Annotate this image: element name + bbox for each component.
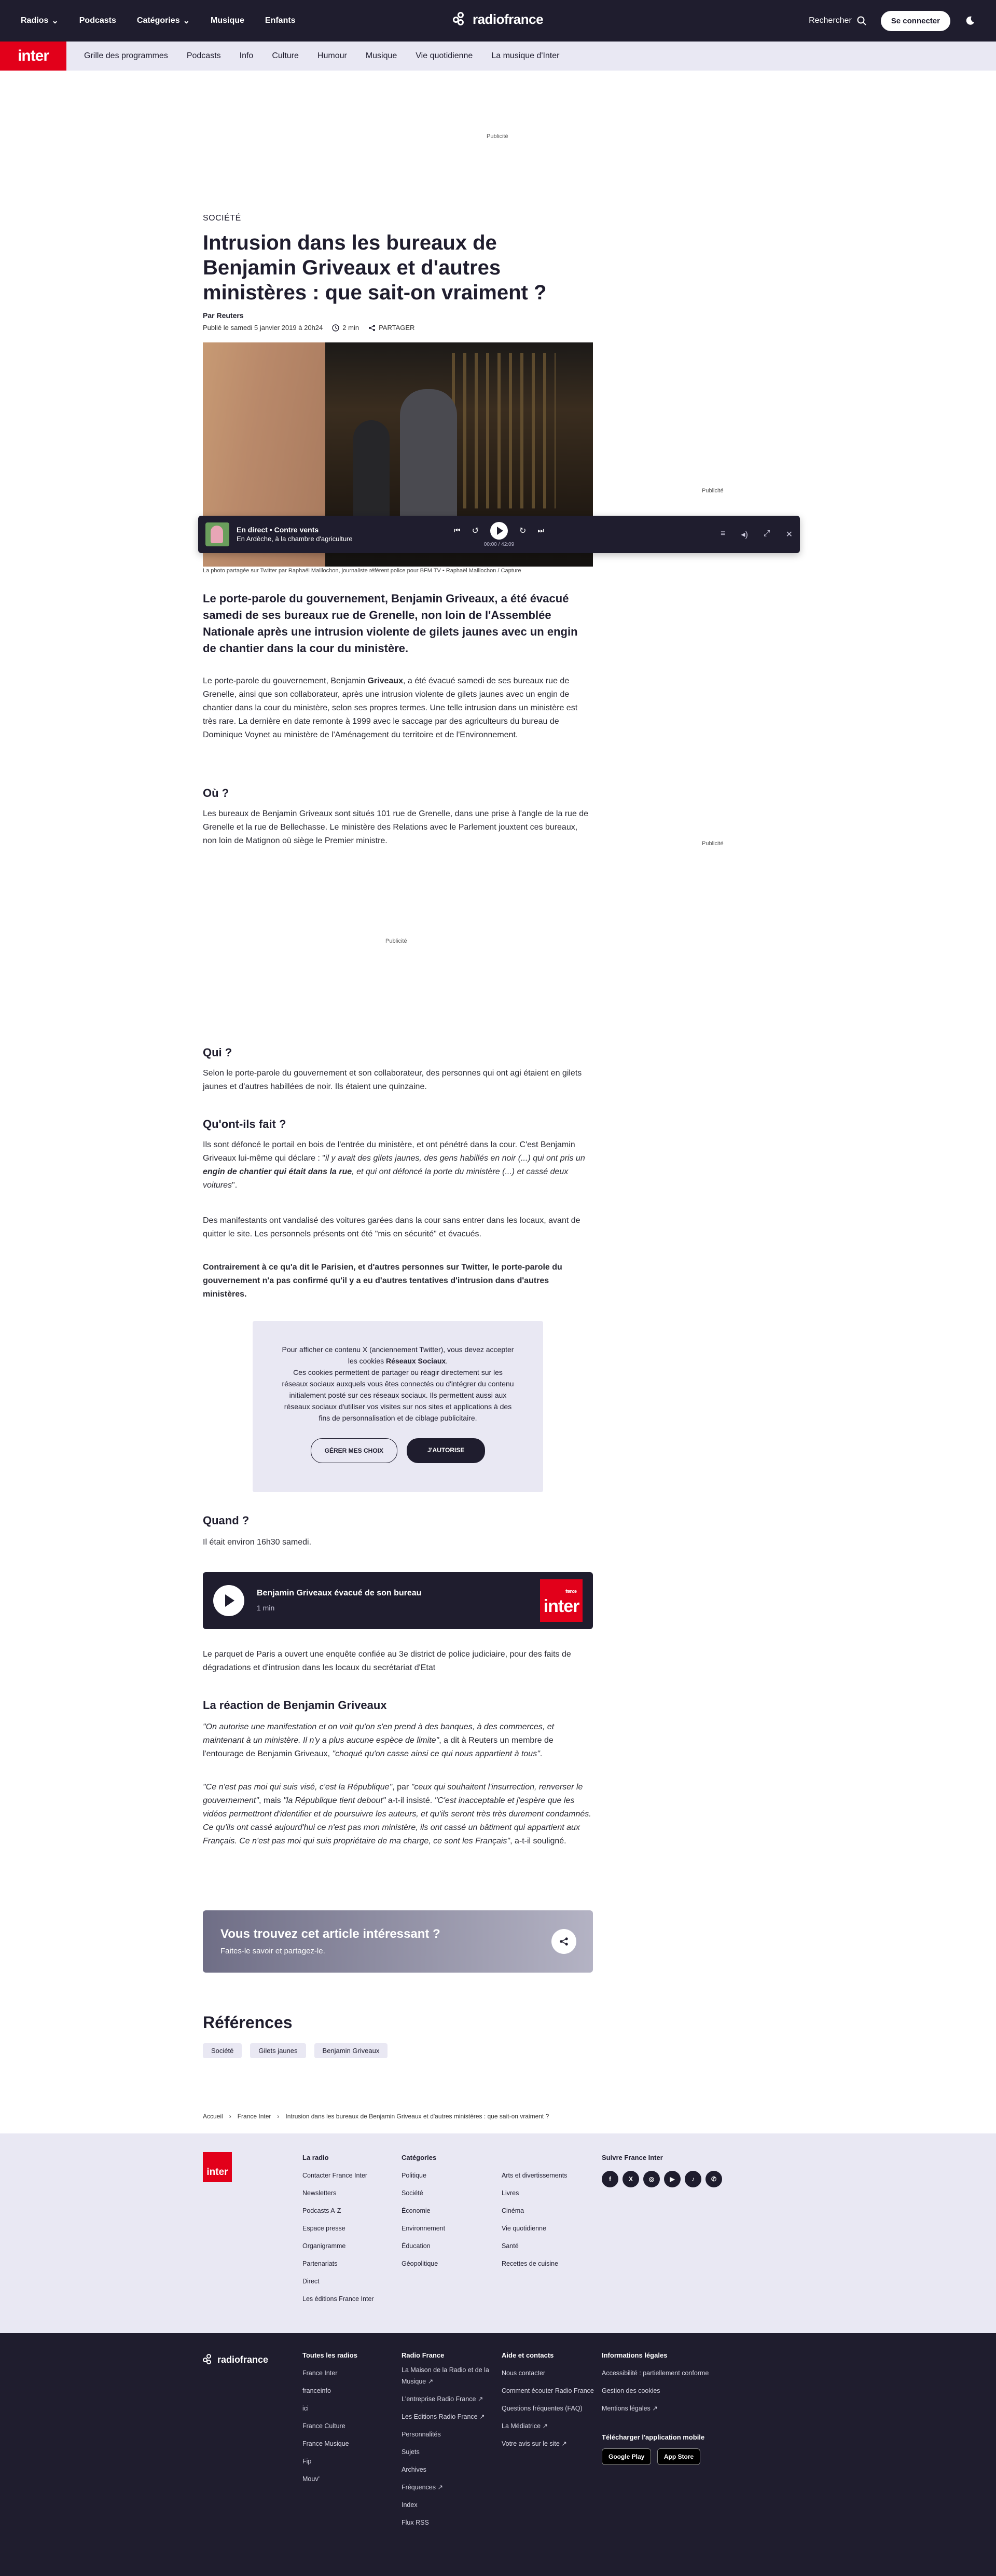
footer-link[interactable]: Société: [402, 2189, 423, 2197]
header-actions: [809, 11, 975, 31]
breadcrumb: [203, 2113, 549, 2120]
footer-link[interactable]: Index: [402, 2501, 418, 2509]
footer-link[interactable]: L'entreprise Radio France ↗: [402, 2395, 483, 2403]
footer-link[interactable]: Fréquences ↗: [402, 2484, 443, 2491]
nav-musique[interactable]: Musique: [211, 16, 244, 25]
france-inter-logo: france inter: [540, 1579, 583, 1622]
audio-card[interactable]: [203, 1572, 593, 1629]
reading-time: 2 min: [332, 324, 359, 332]
search-button[interactable]: Rechercher: [809, 16, 866, 25]
footer-link[interactable]: Mentions légales ↗: [602, 2405, 658, 2412]
ad-label: Publicité: [385, 938, 407, 944]
nav-podcasts[interactable]: Podcasts: [79, 16, 116, 25]
subnav-vie-quotidienne[interactable]: Vie quotidienne: [416, 51, 473, 60]
play-icon: [225, 1594, 234, 1607]
france-inter-logo[interactable]: inter: [203, 2152, 232, 2182]
subnav-musique-inter[interactable]: La musique d'Inter: [491, 51, 560, 60]
nav-enfants[interactable]: Enfants: [265, 16, 296, 25]
radiofrance-mark-icon: [203, 2354, 214, 2365]
footer-col-radio: La radio Contacter France Inter Newsletters Podcasts A-Z Espace presse Organigramme Partenariats Direct Les éditions France Inter: [302, 2149, 374, 2308]
audio-duration: 1 min: [257, 1603, 275, 1612]
article-title: Intrusion dans les bureaux de Benjamin Griveaux et d'autres ministères : que sait-on vraiment ?: [203, 231, 547, 304]
footer-link[interactable]: Politique: [402, 2172, 426, 2179]
breadcrumb-station[interactable]: France Inter: [237, 2113, 271, 2120]
player-subtitle: En Ardèche, à la chambre d'agriculture: [237, 535, 353, 543]
facebook-icon[interactable]: f: [602, 2171, 618, 2187]
radiofrance-logo[interactable]: radiofrance: [453, 11, 543, 27]
whatsapp-icon[interactable]: ✆: [706, 2171, 722, 2187]
footer-link[interactable]: Santé: [502, 2242, 519, 2250]
subnav-info[interactable]: Info: [239, 51, 254, 60]
footer-col-help: Aide et contacts Nous contacter Comment écouter Radio France Questions fréquentes (FAQ) La Médiatrice ↗ Votre avis sur le site ↗: [502, 2347, 594, 2453]
photo-person: [353, 420, 390, 524]
forward-icon[interactable]: ↻: [519, 526, 527, 535]
article-paragraph: Le porte-parole du gouvernement, Benjamin Griveaux, a été évacué samedi de ses bureaux rue de Grenelle, ainsi que son collaborateur, après une intrusion violente de gilets jaunes avec un engin de chantier dans la cour du ministère, selon ses propres termes. Une telle intrusion dans un ministère est très rare. La dernière en date remonte à 1999 avec le saccage par des agriculteurs du bureau de Dominique Voynet au ministère de l'Aménagement du territoire et de l'Environnement.: [203, 677, 578, 739]
player-info: [237, 526, 353, 543]
footer-link[interactable]: Nous contacter: [502, 2370, 546, 2377]
footer-link[interactable]: Géopolitique: [402, 2260, 438, 2267]
footer-link[interactable]: France Inter: [302, 2370, 338, 2377]
google-play-button[interactable]: Google Play: [602, 2448, 651, 2465]
article-quote: "Ce n'est pas moi qui suis visé, c'est la République", par "ceux qui souhaitent l'insurrection, renverser le gouvernement", mais "la République tient debout" a-t-il insisté. "C'est inacceptable et j'espère que les vidéos permettront d'identifier et de poursuivre les auteurs, et qu'ils seront très très durement condamnés. Ce qu'ils ont cassé aujourd'hui ce n'est pas mon ministère, ils ont cassé un bâtiment qui appartient aux Français. Ce n'est pas moi qui suis propriétaire de ma charge, ce sont les Français", a-t-il souligné.: [203, 1783, 591, 1845]
app-store-button[interactable]: App Store: [657, 2448, 700, 2465]
player-controls: [454, 522, 544, 547]
login-button[interactable]: Se connecter: [881, 11, 950, 31]
article-paragraph: Contrairement à ce qu'a dit le Parisien, et d'autres personnes sur Twitter, le porte-parole du gouvernement n'a pas confirmé qu'il y a eu d'autres tentatives d'intrusion dans d'autres ministères.: [203, 1263, 562, 1299]
nav-categories[interactable]: Catégories ⌄: [136, 16, 190, 25]
breadcrumb-home[interactable]: Accueil: [203, 2113, 223, 2120]
article-lede: Le porte-parole du gouvernement, Benjamin Griveaux, a été évacué samedi de ses bureaux rue de Grenelle, non loin de l'Assemblée Nationale après une intrusion violente de gilets jaunes avec un engin de chantier dans la cour du ministère.: [203, 592, 578, 655]
chevron-down-icon: ⌄: [183, 17, 190, 25]
footer-col-legal: Informations légales Accessibilité : partiellement conforme Gestion des cookies Mentions légales ↗ Télécharger l'application mobile Google Play App Store: [602, 2347, 709, 2465]
close-icon[interactable]: ✕: [785, 530, 793, 539]
player-status: En direct • Contre vents: [237, 526, 319, 534]
footer-link[interactable]: La Médiatrice ↗: [502, 2422, 548, 2430]
footer-col-radiofrance: Radio France La Maison de la Radio et de la Musique ↗ L'entreprise Radio France ↗ Les Editions Radio France ↗ Personnalités Sujets Archives Fréquences ↗ Index Flux RSS: [402, 2347, 490, 2534]
footer-link[interactable]: franceinfo: [302, 2387, 331, 2394]
section-heading-reaction: La réaction de Benjamin Griveaux: [203, 1699, 387, 1712]
footer-link[interactable]: Éducation: [402, 2242, 431, 2250]
station-nav: [0, 42, 996, 71]
share-icon: [559, 1937, 569, 1946]
references-tags: [203, 2043, 388, 2058]
footer-link[interactable]: France Culture: [302, 2422, 345, 2430]
footer-link[interactable]: Cinéma: [502, 2207, 524, 2214]
radiofrance-logo[interactable]: radiofrance: [203, 2354, 268, 2365]
footer-link[interactable]: Sujets: [402, 2448, 420, 2456]
dark-mode-icon[interactable]: [965, 16, 975, 26]
breadcrumb-current: Intrusion dans les bureaux de Benjamin Griveaux et d'autres ministères : que sait-on vraiment ?: [285, 2113, 549, 2120]
footer-link[interactable]: La Maison de la Radio et de la Musique ↗: [402, 2366, 489, 2385]
article-author[interactable]: Par Reuters: [203, 311, 244, 320]
references-title: Références: [203, 2013, 293, 2032]
footer-link[interactable]: Votre avis sur le site ↗: [502, 2440, 567, 2447]
section-heading-quoi: Qu'ont-ils fait ?: [203, 1118, 286, 1131]
footer-link[interactable]: Partenariats: [302, 2260, 338, 2267]
footer-link[interactable]: Espace presse: [302, 2225, 345, 2232]
station-nav-items: [84, 51, 559, 61]
footer-link[interactable]: ici: [302, 2405, 309, 2412]
player-time: 00:00 / 42:09: [483, 541, 515, 547]
footer-link[interactable]: Économie: [402, 2207, 431, 2214]
article-meta: [203, 324, 593, 332]
footer-link[interactable]: Contacter France Inter: [302, 2172, 368, 2179]
tag-societe[interactable]: Société: [203, 2043, 242, 2058]
section-heading-quand: Quand ?: [203, 1514, 250, 1527]
audio-info: [257, 1586, 421, 1616]
footer-link[interactable]: Vie quotidienne: [502, 2225, 546, 2232]
share-card-subtitle: Faites-le savoir et partagez-le.: [220, 1947, 325, 1955]
player-extra-controls: [721, 529, 793, 540]
footer-link[interactable]: Organigramme: [302, 2242, 346, 2250]
article-paragraph: Le parquet de Paris a ouvert une enquête confiée au 3e district de police judiciaire, pour des faits de dégradations et d'intrusion dans les locaux du secrétariat d'Etat: [203, 1650, 571, 1672]
footer-link[interactable]: Fip: [302, 2458, 312, 2465]
published-date: Publié le samedi 5 janvier 2019 à 20h24: [203, 324, 323, 332]
article-paragraph: Ils sont défoncé le portail en bois de l'entrée du ministère, et ont pénétré dans la cour. C'est Benjamin Griveaux lui-même qui déclare : "il y avait des gilets jaunes, des gens habillés en noir (...) qui ont pris un engin de chantier qui était dans la rue, et qui ont défoncé la porte du ministère (...) et cassé deux voitures".: [203, 1140, 585, 1190]
main-nav: [21, 16, 296, 26]
playlist-icon[interactable]: ≡: [721, 529, 726, 538]
section-heading-qui: Qui ?: [203, 1046, 232, 1059]
audio-title: Benjamin Griveaux évacué de son bureau: [257, 1588, 422, 1597]
footer-link[interactable]: Les Editions Radio France ↗: [402, 2413, 485, 2420]
chevron-down-icon: ⌄: [51, 17, 59, 25]
article-category[interactable]: SOCIÉTÉ: [203, 214, 241, 223]
consent-text: Pour afficher ce contenu X (anciennement Twitter), vous devez accepter les cookies Réseaux Sociaux. Ces cookies permettent de partager ou réagir directement sur les réseaux sociaux auxquels vous êtes connectés ou d'intégrer du contenu initialement posté sur ces réseaux sociaux. Ils permettent aussi aux réseaux sociaux d'utiliser vos visites sur nos sites et applications à des fins de personnalisation et de ciblage publicitaire.: [282, 1345, 514, 1422]
social-links: [602, 2171, 722, 2187]
clock-icon: [332, 324, 339, 332]
skip-next-icon[interactable]: ⏭: [537, 526, 545, 534]
tag-gilets-jaunes[interactable]: Gilets jaunes: [250, 2043, 306, 2058]
skip-previous-icon[interactable]: ⏮: [453, 526, 461, 534]
subnav-culture[interactable]: Culture: [272, 51, 299, 60]
footer-link[interactable]: Mouv': [302, 2475, 320, 2483]
footer-link[interactable]: France Musique: [302, 2440, 349, 2447]
social-consent-box: [253, 1321, 543, 1492]
play-icon: [497, 527, 503, 535]
footer-link[interactable]: Gestion des cookies: [602, 2387, 660, 2394]
share-card-title: Vous trouvez cet article intéressant ?: [220, 1927, 440, 1941]
article-quote: "On autorise une manifestation et on voit qu'on s'en prend à des banques, à des commerces, et maintenant à un ministère. Il n'y a plus aucune espèce de limite", a dit à Reuters un membre de l'entourage de Benjamin Griveaux, "choqué qu'on casse ainsi ce qui nous appartient à tous".: [203, 1723, 555, 1758]
footer-link[interactable]: Livres: [502, 2189, 519, 2197]
footer-link[interactable]: Les éditions France Inter: [302, 2295, 374, 2303]
photo-gate-bars: [452, 353, 556, 508]
article-paragraph: Il était environ 16h30 samedi.: [203, 1538, 312, 1547]
x-icon[interactable]: X: [622, 2171, 639, 2187]
share-card: [203, 1910, 593, 1973]
share-icon: [368, 324, 376, 332]
share-button[interactable]: [551, 1929, 576, 1954]
footer-col-radios: Toutes les radios France Inter franceinfo ici France Culture France Musique Fip Mouv': [302, 2347, 357, 2488]
accept-cookies-button[interactable]: J'AUTORISE: [407, 1438, 485, 1463]
section-heading-ou: Où ?: [203, 787, 229, 800]
manage-choices-button[interactable]: GÉRER MES CHOIX: [311, 1438, 397, 1463]
ad-label: Publicité: [487, 133, 508, 140]
article-paragraph: Selon le porte-parole du gouvernement et son collaborateur, des personnes qui ont agi étaient en gilets jaunes et d'autres habillées de noir. Ils étaient une quinzaine.: [203, 1069, 582, 1091]
youtube-icon[interactable]: ▶: [664, 2171, 681, 2187]
footer-link[interactable]: Recettes de cuisine: [502, 2260, 559, 2267]
france-inter-logo[interactable]: inter: [0, 42, 66, 71]
footer-link[interactable]: Podcasts A-Z: [302, 2207, 341, 2214]
footer-col-categories: Catégories Politique Société Économie Environnement Éducation Géopolitique: [402, 2149, 445, 2272]
chevron-right-icon: ›: [229, 2113, 231, 2120]
tiktok-icon[interactable]: ♪: [685, 2171, 701, 2187]
app-download-title: Télécharger l'application mobile: [602, 2433, 705, 2441]
top-bar: [0, 0, 996, 42]
subnav-musique[interactable]: Musique: [365, 51, 397, 60]
chevron-right-icon: ›: [277, 2113, 280, 2120]
radiofrance-mark-icon: [453, 12, 468, 27]
search-icon: [857, 16, 866, 25]
footer-col-follow: Suivre France Inter f X ◎ ▶ ♪ ✆: [602, 2149, 722, 2187]
expand-icon[interactable]: ⤢: [763, 529, 770, 538]
footer-link[interactable]: Accessibilité : partiellement conforme: [602, 2370, 709, 2377]
footer-link[interactable]: Direct: [302, 2278, 320, 2285]
footer-link[interactable]: Personnalités: [402, 2431, 441, 2438]
footer-link[interactable]: Comment écouter Radio France: [502, 2387, 594, 2394]
play-button[interactable]: [490, 522, 508, 540]
footer-link[interactable]: Newsletters: [302, 2189, 337, 2197]
ad-label: Publicité: [702, 488, 724, 494]
subnav-podcasts[interactable]: Podcasts: [186, 51, 221, 60]
footer-link[interactable]: Archives: [402, 2466, 426, 2473]
footer-link[interactable]: Arts et divertissements: [502, 2172, 568, 2179]
instagram-icon[interactable]: ◎: [643, 2171, 660, 2187]
footer-col-categories-more: [502, 2167, 567, 2272]
subnav-humour[interactable]: Humour: [317, 51, 347, 60]
photo-caption: La photo partagée sur Twitter par Raphaël Maillochon, journaliste référent police pour BFM TV • Raphaël Maillochon / Capture: [203, 568, 521, 574]
article-paragraph: Les bureaux de Benjamin Griveaux sont situés 101 rue de Grenelle, dans une prise à l'angle de la rue de Grenelle et la rue de Bellechasse. Le ministère des Relations avec le Parlement jouxtent ces bureaux, non loin de Matignon où siège le Premier ministre.: [203, 809, 589, 845]
audio-play-button[interactable]: [213, 1585, 244, 1616]
rewind-icon[interactable]: ↺: [472, 526, 479, 535]
ad-label: Publicité: [702, 841, 724, 847]
group-footer: [0, 2333, 996, 2576]
footer-link[interactable]: Environnement: [402, 2225, 446, 2232]
tag-benjamin-griveaux[interactable]: Benjamin Griveaux: [314, 2043, 388, 2058]
article-paragraph: Des manifestants ont vandalisé des voitures garées dans la cour sans entrer dans les locaux, avant de quitter le site. Les personnels présents ont été "mis en sécurité" et évacués.: [203, 1216, 580, 1238]
share-link[interactable]: PARTAGER: [368, 324, 414, 332]
station-footer: [0, 2133, 996, 2333]
live-player: [198, 516, 800, 553]
subnav-grille[interactable]: Grille des programmes: [84, 51, 168, 60]
volume-icon[interactable]: ◂): [741, 530, 748, 539]
nav-radios[interactable]: Radios ⌄: [21, 16, 59, 25]
footer-link[interactable]: Questions fréquentes (FAQ): [502, 2405, 583, 2412]
player-thumbnail[interactable]: [205, 522, 229, 546]
article-header: [203, 214, 593, 332]
footer-link[interactable]: Flux RSS: [402, 2519, 429, 2526]
